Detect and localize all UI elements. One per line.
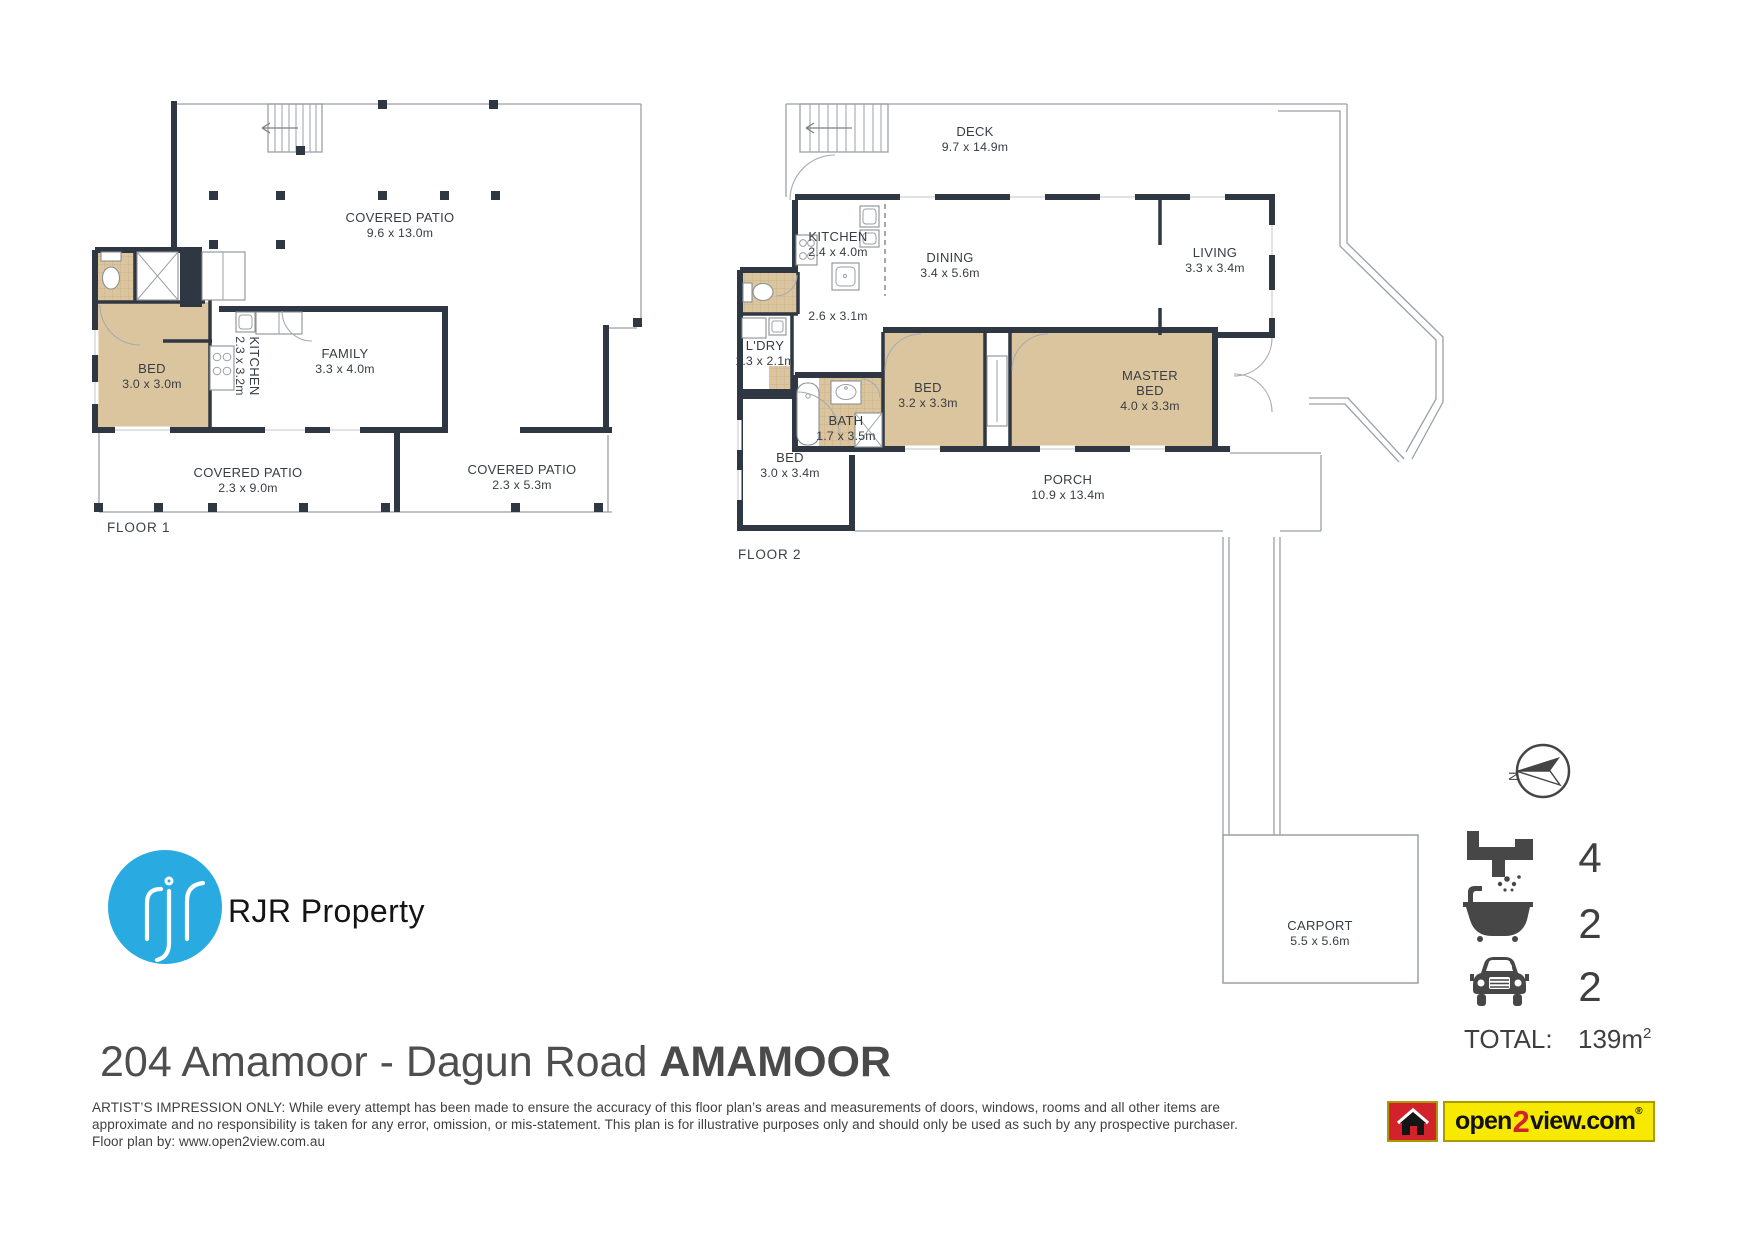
floor1-family-dims: 3.3 x 4.0m <box>315 362 375 376</box>
floor2-living-dims: 3.3 x 3.4m <box>1185 261 1245 275</box>
floor1-stove-icon <box>210 346 234 390</box>
open2view-logo <box>1387 1101 1655 1142</box>
floor2-kitchen-label: KITCHEN <box>808 229 868 244</box>
house-icon <box>1394 1105 1432 1138</box>
floor2-bed2-dims: 3.2 x 3.3m <box>898 396 958 410</box>
floor1-patio-top-label: COVERED PATIO <box>345 210 455 225</box>
floor1-cupboard-icon <box>202 252 245 300</box>
floor1-kitchen-label: KITCHEN <box>247 336 262 396</box>
carport-dims: 5.5 x 5.6m <box>1290 934 1350 948</box>
floor1-bed-dims: 3.0 x 3.0m <box>122 377 182 391</box>
floor1-plan <box>92 100 642 535</box>
floor1-patio-top-dims: 9.6 x 13.0m <box>366 226 434 240</box>
floor2-kitchen-dims: 2.4 x 4.0m <box>808 245 868 259</box>
floor1-patio-bottom-dims: 2.3 x 9.0m <box>218 481 278 495</box>
car-spaces-count: 2 <box>1578 963 1602 1010</box>
floor1-patio-right-dims: 2.3 x 5.3m <box>492 478 552 492</box>
floor2-master-label-1: MASTER <box>1122 368 1178 383</box>
floor2-vanity-icon <box>831 381 861 404</box>
floor2-bath-dims: 1.7 x 3.5m <box>816 429 876 443</box>
floor2-bed3-label: BED <box>776 450 804 465</box>
floor2-living-label: LIVING <box>1192 245 1238 260</box>
carport-plan <box>1223 835 1418 983</box>
compass-icon <box>1506 745 1569 797</box>
floor2-wardrobe-icon <box>987 356 1007 426</box>
floor2-plan <box>735 104 1443 835</box>
floor2-bath-label: BATH <box>828 413 864 428</box>
property-title-suburb: AMAMOOR <box>659 1038 892 1086</box>
floor1-family-label: FAMILY <box>321 346 369 361</box>
disclaimer-line-2: approximate and no responsibility is taken for any error, omission, or mis-statement. This plan is for illustrative purposes only and should only be used as such by any prospective purchaser. <box>92 1116 1238 1132</box>
floor1-bench-icon <box>256 312 302 334</box>
floor2-porch-label: PORCH <box>1043 472 1093 487</box>
disclaimer <box>92 1100 1238 1150</box>
floor2-bed2-label: BED <box>914 380 942 395</box>
floor2-master-label-2: BED <box>1136 383 1164 398</box>
floor2-toilet-icon <box>743 283 773 302</box>
open2view-wordmark <box>1443 1101 1655 1142</box>
floor2-dining-dims: 3.4 x 5.6m <box>920 266 980 280</box>
bedrooms-count: 4 <box>1578 834 1602 881</box>
floor1-kitchen-dims: 2.3 x 3.2m <box>233 336 247 396</box>
wordmark-open: open <box>1455 1107 1512 1135</box>
floor2-bed3-dims: 3.0 x 3.4m <box>760 466 820 480</box>
floor1-sink-icon <box>236 312 255 332</box>
car-icon <box>1470 957 1529 1006</box>
carport-label: CARPORT <box>1287 918 1353 933</box>
total-value: $139m^2$ <box>1578 1024 1652 1054</box>
floor2-master-dims: 4.0 x 3.3m <box>1120 399 1180 413</box>
bathrooms-count: 2 <box>1578 900 1602 947</box>
floor2-laundry-tub-icon <box>742 318 786 338</box>
floor2-porch-dims: 10.9 x 13.4m <box>1031 488 1105 502</box>
disclaimer-line-1: ARTIST’S IMPRESSION ONLY: While every attempt has been made to ensure the accuracy of this floor plan’s areas and measurements of doors, windows, rooms and all other items are <box>92 1100 1221 1115</box>
bed-icon <box>1467 831 1533 877</box>
rjr-logo-circle <box>108 850 222 964</box>
path-to-carport <box>1223 537 1280 835</box>
floor2-laundry-dims: 1.3 x 2.1m <box>735 354 795 368</box>
floor2-laundry-label: L'DRY <box>745 338 785 353</box>
floor2-stairs-icon <box>800 104 888 152</box>
floor2-hall-dims: 2.6 x 3.1m <box>808 309 868 323</box>
disclaimer-line-3: Floor plan by: www.open2view.com.au <box>92 1133 326 1149</box>
rjr-logo <box>103 843 238 983</box>
floor2-deck-dims: 9.7 x 14.9m <box>941 140 1009 154</box>
wordmark-registered: ® <box>1635 1106 1643 1117</box>
floor1-patio-bottom-label: COVERED PATIO <box>193 465 303 480</box>
summary-legend <box>1463 831 1651 1054</box>
compass-north-label: N <box>1506 771 1521 781</box>
total-label: TOTAL: <box>1464 1024 1553 1054</box>
floor1-bed-label: BED <box>138 361 166 376</box>
floor2-dining-label: DINING <box>926 250 974 265</box>
floor1-stairs-icon <box>262 104 322 152</box>
property-title-main: 204 Amamoor - Dagun Road <box>100 1038 660 1086</box>
bath-icon <box>1463 875 1533 942</box>
property-title <box>100 1038 891 1087</box>
floor2-deck-label: DECK <box>956 124 994 139</box>
wordmark-2: 2 <box>1512 1104 1529 1139</box>
wordmark-view: view.com <box>1529 1107 1636 1135</box>
open2view-house-icon <box>1387 1101 1438 1142</box>
floor2-master-room <box>1010 330 1215 449</box>
floor1-patio-right-label: COVERED PATIO <box>467 462 577 477</box>
agency-name: RJR Property <box>228 893 425 929</box>
floor2-caption: FLOOR 2 <box>738 547 802 562</box>
floor1-shower-icon <box>137 252 178 300</box>
floor1-caption: FLOOR 1 <box>107 520 171 535</box>
